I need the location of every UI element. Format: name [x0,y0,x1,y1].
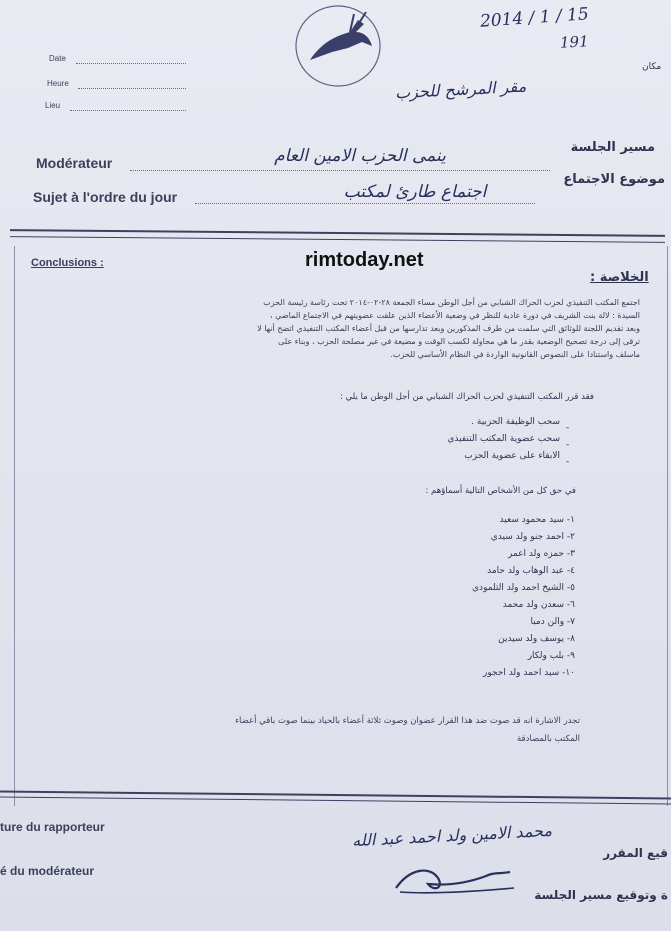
sujet-line [195,203,535,204]
date-line [76,63,186,64]
body-line: ترقى إلى درجة تصحيح الوضعية بقدر ما هي محاولة لكسب الوقت و مضيعة في غير مصلحة الحزب ، وبناء على [278,337,640,346]
closing-line: تجدر الاشارة انه قد صوت ضد هذا القرار عضوان وصوت ثلاثة أعضاء بالحياد بينما صوت باقي أعضاء [235,716,580,726]
moderateur-value: ينمى الحزب الامين العام [274,146,446,166]
sujet-label: Sujet à l'ordre du jour [33,189,178,205]
list-item: ٥- الشيخ احمد ولد التلمودي [472,583,575,593]
conclusions-label: Conclusions : [31,257,104,269]
list-item: ٤- عبد الوهاب ولد حامد [487,566,575,576]
list-item: سحب الوظيفة الحزبية . [471,417,560,427]
watermark: rimtoday.net [305,249,424,271]
body-line: اجتمع المكتب التنفيذي لحزب الحراك الشبابي من أجل الوطن مساء الجمعة ٢٨-٠٢-٢٠١٤ تحت رئاسة رئيسة الحزب [263,298,640,307]
moderateur-line [130,170,550,171]
closing-note [80,712,580,748]
body-paragraph [80,296,640,361]
moderateur-label: Modérateur [36,155,113,171]
moderateur-signature [390,858,520,898]
closing-line: المكتب بالمصادقة [517,734,580,744]
list-item: ٩- بلب ولكار [527,651,575,661]
body-line: السيدة : لالة بنت الشريف في دورة عادية للنظر في وضعية الأعضاء الذين علقت عضويتهم في الاجتماع الماضي ، [270,311,640,320]
handwritten-number: 191 [559,32,590,52]
heure-label: Heure [47,79,69,88]
place-label-ar: مكان [642,62,662,72]
party-logo [292,2,392,94]
lieu-line [70,110,186,111]
list-item: الابقاء على عضوية الحزب [464,451,560,461]
decisions-list [360,414,560,465]
list-item: ٦- سعدن ولد محمد [502,600,575,610]
decision-bullets: - - - [566,423,570,467]
header-rule-1 [10,229,665,237]
list-item: سحب عضوية المكتب التنفيذي [447,434,560,444]
decision-intro: فقد قرر المكتب التنفيذي لحزب الحراك الشبابي من أجل الوطن ما يلي : [340,392,594,402]
list-item: ٨- يوسف ولد سيدين [498,634,575,644]
body-line: وبعد تقديم اللجنة للوثائق التي سلمت من طرف المذكورين وبعد تدارسها من قبل أعضاء المكتب التنفيذي اتضح أنها لا [257,324,640,333]
list-item: ١- سيد محمود سعيد [499,515,575,525]
handwritten-date: 2014 / 1 / 15 [479,4,590,32]
moderateur-label-ar: ة وتوقيع مسير الجلسة [534,888,668,902]
moderateur-signature-label: é du modérateur [0,864,95,878]
heure-line [78,88,186,89]
list-item: ٢- احمد جنو ولد سيدي [490,532,575,542]
list-item: ١٠- سيد احمد ولد احجور [482,668,575,678]
conclusions-label-ar: الخلاصة : [590,270,649,285]
list-item: ٧- والن دمبا [530,617,575,627]
list-item: ٣- حمزه ولد اعمر [508,549,575,559]
body-line: ماسلف واستنادا على النصوص القانونية الواردة في النظام الأساسي للحزب. [390,350,640,359]
sujet-label-ar: موضوع الاجتماع [563,172,665,187]
header-rule-2 [10,236,665,243]
lieu-label: Lieu [45,101,61,110]
persons-list [395,512,575,682]
rapporteur-label-ar: قيع المقرر [603,846,668,860]
date-label: Date [49,54,66,63]
rapporteur-signature: محمد الامين ولد احمد عبد الله [351,820,553,851]
handwritten-place: مقر المرشح للحزب [394,76,527,103]
sujet-value: اجتماع طارئ لمكتب [343,182,487,202]
rapporteur-label: ture du rapporteur [0,820,105,834]
moderateur-label-ar: مسير الجلسة [570,140,655,155]
persons-intro: في حق كل من الأشخاص التالية أسماؤهم : [425,486,576,496]
